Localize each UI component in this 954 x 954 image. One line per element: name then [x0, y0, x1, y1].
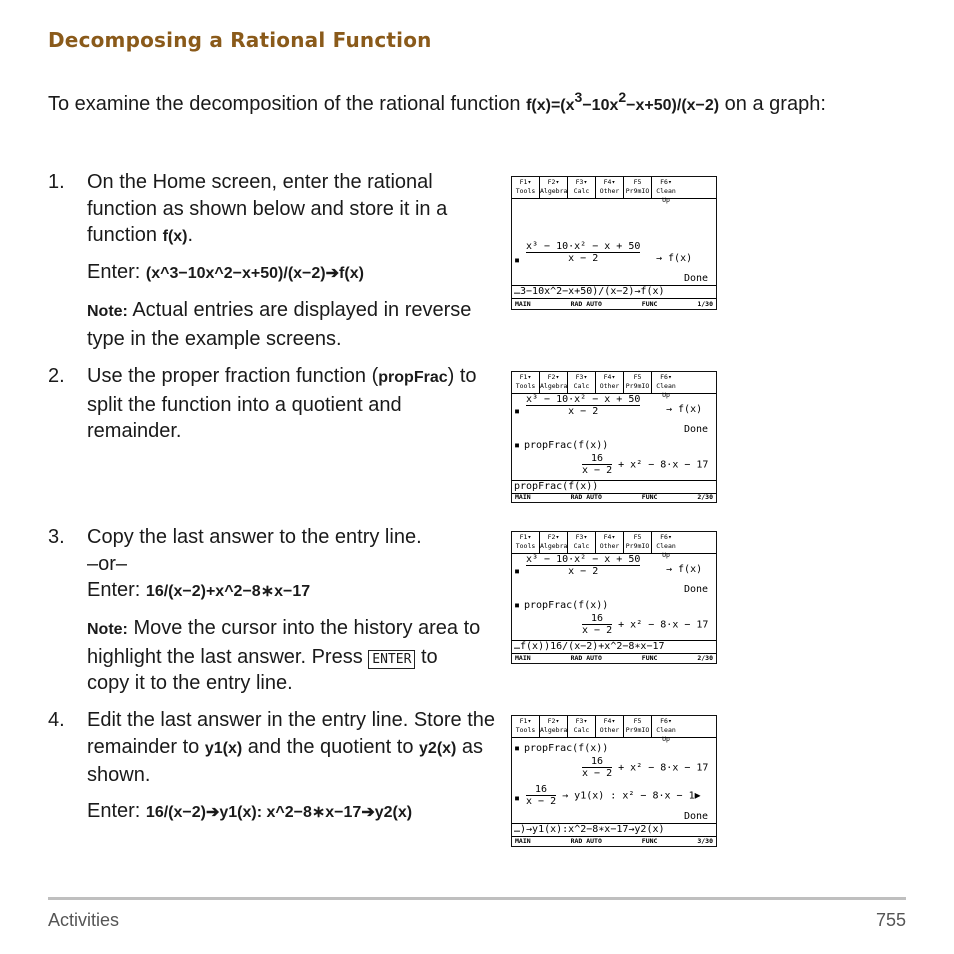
enter-label: Enter: — [87, 261, 146, 283]
quotient: + x² − 8·x − 17 — [618, 459, 709, 471]
calc-bullet: ▪ — [514, 743, 521, 754]
status-count: 1/30 — [697, 300, 713, 308]
calc-done: Done — [684, 424, 709, 435]
status-main: MAIN — [515, 654, 531, 662]
calc-entry-line: propFrac(f(x)) — [512, 480, 716, 494]
step-number: 3. — [48, 526, 65, 548]
tb-f4: F4▾ Other — [596, 177, 624, 198]
section-heading: Decomposing a Rational Function — [48, 28, 432, 52]
step-text — [87, 524, 507, 606]
step-4-enter — [87, 798, 507, 827]
tb-f3: F3▾ Calc — [568, 532, 596, 553]
calc-rational-fn — [526, 394, 640, 417]
status-count: 2/30 — [697, 493, 713, 501]
tb-f2: F2▾ Algebra — [540, 372, 568, 393]
step-4-text-a: Edit the last answer in the entry line. Store the remainder to — [87, 709, 495, 758]
enter-value: (x^3−10x^2−x+50)/(x−2)➔f(x) — [145, 265, 364, 282]
status-mode: RAD AUTO — [570, 837, 602, 845]
fn-exp-2: 2 — [618, 89, 627, 105]
calc-bullet: ▪ — [514, 793, 521, 804]
calc-bullet: ▪ — [514, 406, 521, 417]
step-1-fx: f(x) — [162, 228, 188, 245]
status-mode: RAD AUTO — [570, 654, 602, 662]
step-2-text-a: Use the proper fraction function ( — [87, 365, 379, 387]
function-expression — [526, 89, 720, 114]
status-main: MAIN — [515, 493, 531, 501]
step-2-text-b: ) to split the function into a quotient and remainder. — [87, 365, 477, 442]
calc-store: → f(x) — [656, 253, 693, 264]
note-text-a: Move the cursor into the history area to highlight the last answer. Press — [87, 617, 481, 668]
quotient: + x² − 8·x − 17 — [618, 619, 709, 631]
calc-entry-line: …f(x))16/(x−2)+x^2−8∗x−17 — [512, 640, 716, 654]
calc-status-bar — [512, 837, 716, 846]
fn-part-c: −x+50)/(x−2) — [626, 97, 720, 114]
step-4-y2: y2(x) — [419, 739, 457, 757]
fn-denominator: x − 2 — [526, 405, 640, 417]
calc-rational-fn — [526, 554, 640, 577]
tb-f3: F3▾ Calc — [568, 716, 596, 737]
step-1-enter — [87, 259, 507, 288]
tb-f4: F4▾ Other — [596, 372, 624, 393]
fn-denominator: x − 2 — [526, 252, 640, 264]
calc-done: Done — [684, 584, 709, 595]
tb-f6: F6▾ Clean Up — [656, 178, 676, 204]
tb-f2: F2▾ Algebra — [540, 532, 568, 553]
fn-numerator: x³ − 10·x² − x + 50 — [526, 241, 641, 252]
tb-f6: F6▾ Clean Up — [656, 373, 676, 399]
fn-numerator: x³ − 10·x² − x + 50 — [526, 394, 641, 405]
rem-numerator: 16 — [591, 756, 604, 767]
enter-value: 16/(x−2)+x^2−8∗x−17 — [145, 583, 311, 600]
step-4-text-b: and the quotient to — [242, 735, 420, 758]
calc-toolbar — [512, 716, 716, 743]
tb-f5: F5 Pr9mIO — [624, 716, 652, 737]
tb-f1: F1▾ Tools — [512, 372, 540, 393]
enter-label: Enter: — [87, 800, 146, 822]
calc-status-bar — [512, 654, 716, 663]
tb-f3: F3▾ Calc — [568, 177, 596, 198]
calc-toolbar — [512, 372, 716, 399]
rem-numerator: 16 — [591, 613, 604, 624]
tb-f2: F2▾ Algebra — [540, 177, 568, 198]
page-number: 755 — [875, 910, 906, 930]
calc-propfrac: propFrac(f(x)) — [524, 440, 609, 451]
calc-done: Done — [684, 273, 709, 284]
enter-key-icon: ENTER — [368, 650, 415, 669]
quotient: + x² − 8·x − 17 — [618, 762, 709, 774]
tb-f1: F1▾ Tools — [512, 532, 540, 553]
rem-numerator: 16 — [591, 453, 604, 464]
calc-bullet: ▪ — [514, 600, 521, 611]
step-1-note — [87, 297, 487, 352]
status-count: 3/30 — [697, 837, 713, 845]
tb-f5: F5 Pr9mIO — [624, 532, 652, 553]
calc-bullet: ▪ — [514, 255, 521, 266]
intro-text: To examine the decomposition of the rational function — [48, 93, 527, 115]
calc-result — [582, 453, 708, 476]
calc-entry-line: …3−10x^2−x+50)/(x−2)→f(x) — [512, 285, 716, 299]
status-func: FUNC — [641, 654, 658, 662]
calc-screen-4 — [511, 715, 717, 847]
tb-f6: F6▾ Clean Up — [656, 533, 676, 559]
calc-toolbar — [512, 532, 716, 559]
intro-paragraph — [48, 84, 908, 119]
step-3-or: –or– — [87, 552, 128, 575]
calc-done: Done — [684, 811, 709, 822]
note-label: Note: — [87, 303, 128, 320]
calc-screen-1 — [511, 176, 717, 310]
footer-section: Activities — [48, 910, 120, 930]
fn-part-b: −10x — [582, 97, 619, 114]
status-func: FUNC — [641, 837, 658, 845]
status-mode: RAD AUTO — [570, 493, 602, 501]
tb-f5: F5 Pr9mIO — [624, 372, 652, 393]
tb-f3: F3▾ Calc — [568, 372, 596, 393]
calc-propfrac: propFrac(f(x)) — [524, 600, 609, 611]
rem-denominator: x − 2 — [582, 625, 613, 636]
rem-denominator: x − 2 — [526, 796, 557, 807]
rem-denominator: x − 2 — [582, 768, 613, 779]
status-main: MAIN — [515, 300, 531, 308]
intro-text-end: on a graph: — [719, 93, 826, 115]
note-text: Actual entries are displayed in reverse type in the example screens. — [87, 299, 472, 350]
calc-entry-line: …)→y1(x):x^2−8∗x−17→y2(x) — [512, 823, 716, 837]
enter-label: Enter: — [87, 579, 146, 601]
tb-f6: F6▾ Clean Up — [656, 717, 676, 743]
calc-store: → f(x) — [666, 564, 703, 575]
step-2-propfrac: propFrac — [378, 369, 448, 386]
fn-part-a: f(x)=(x — [526, 97, 575, 114]
calc-screen-2 — [511, 371, 717, 503]
step-text — [87, 169, 507, 251]
step-4-y1: y1(x) — [204, 739, 243, 757]
note-text-b: to copy it to the entry line. — [87, 645, 438, 694]
tb-f4: F4▾ Other — [596, 532, 624, 553]
tb-f1: F1▾ Tools — [512, 177, 540, 198]
tb-f5: F5 Pr9mIO — [624, 177, 652, 198]
calc-result — [582, 613, 708, 636]
tb-f4: F4▾ Other — [596, 716, 624, 737]
step-text — [87, 707, 502, 789]
step-text — [87, 363, 477, 445]
step-3-text: Copy the last answer to the entry line. — [87, 526, 422, 548]
footer-divider — [48, 897, 906, 900]
status-func: FUNC — [641, 493, 658, 501]
calc-status-bar — [512, 493, 716, 502]
step-number: 2. — [48, 365, 65, 387]
tb-f2: F2▾ Algebra — [540, 716, 568, 737]
calc-status-bar — [512, 300, 716, 309]
store-y1: → y1(x) : x² − 8·x − 1▶ — [562, 790, 701, 802]
step-number: 1. — [48, 171, 65, 193]
calc-result — [582, 756, 708, 779]
enter-value: 16/(x−2)➔y1(x): x^2−8∗x−17➔y2(x) — [145, 804, 413, 821]
status-count: 2/30 — [697, 654, 713, 662]
rem-numerator: 16 — [535, 784, 548, 795]
step-1-period: . — [187, 224, 194, 246]
calc-store-line — [526, 784, 701, 807]
step-3-note — [87, 615, 482, 697]
calc-screen-3 — [511, 531, 717, 664]
calc-propfrac: propFrac(f(x)) — [524, 743, 609, 754]
status-func: FUNC — [641, 300, 658, 308]
fn-exp-1: 3 — [574, 89, 583, 105]
status-main: MAIN — [515, 837, 531, 845]
fn-denominator: x − 2 — [526, 565, 640, 577]
calc-store: → f(x) — [666, 404, 703, 415]
step-4-text-c: as shown. — [87, 735, 484, 786]
step-number: 4. — [48, 709, 65, 731]
status-mode: RAD AUTO — [570, 300, 602, 308]
rem-denominator: x − 2 — [582, 465, 613, 476]
calc-bullet: ▪ — [514, 440, 521, 451]
calc-rational-fn — [526, 241, 640, 264]
step-1-text: On the Home screen, enter the rational function as shown below and store it in a function — [87, 171, 448, 246]
note-label: Note: — [87, 621, 128, 638]
tb-f1: F1▾ Tools — [512, 716, 540, 737]
calc-bullet: ▪ — [514, 566, 521, 577]
calc-toolbar — [512, 177, 716, 204]
fn-numerator: x³ − 10·x² − x + 50 — [526, 554, 641, 565]
